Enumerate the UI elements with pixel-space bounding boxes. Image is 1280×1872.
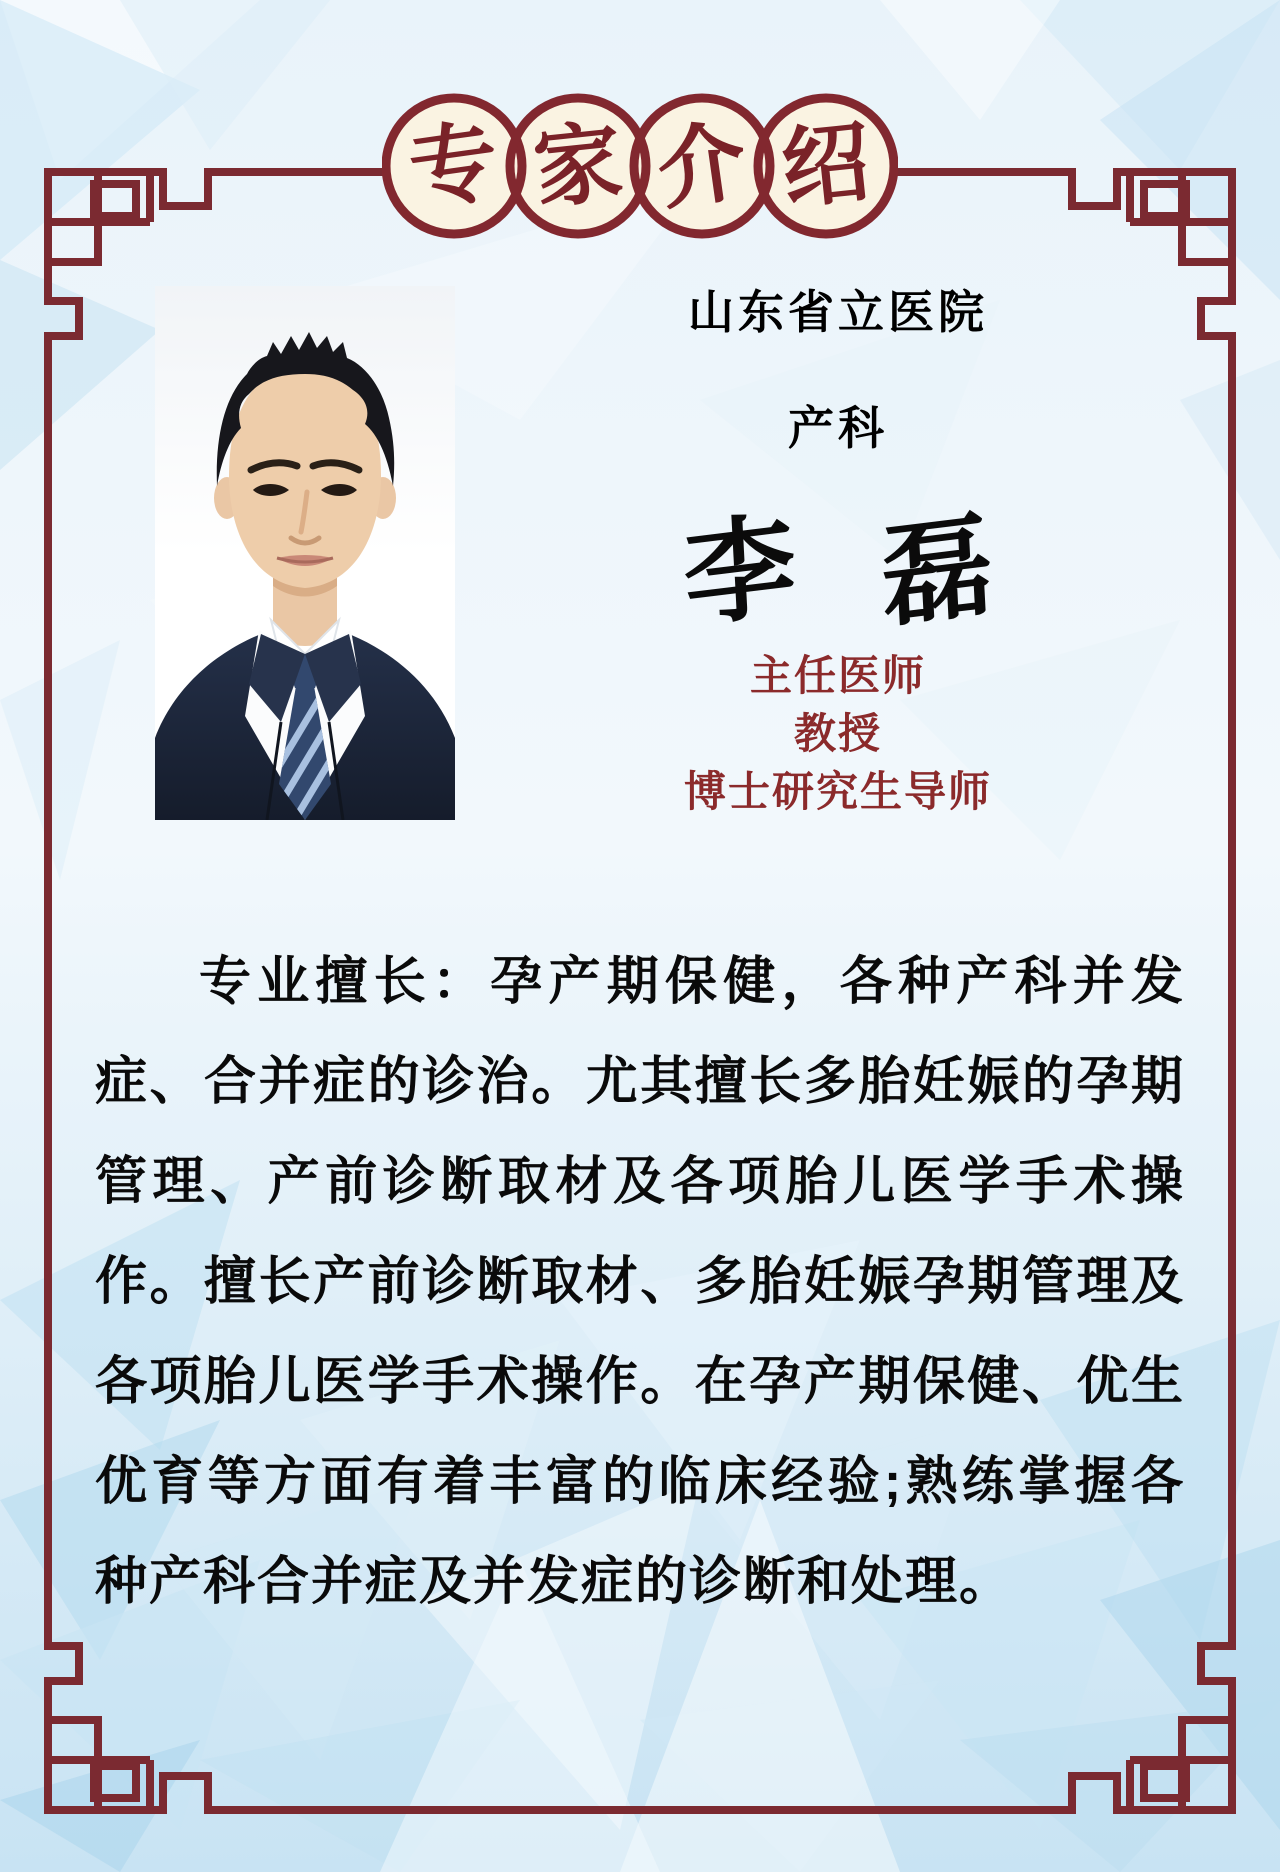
bio-paragraph: 专业擅长：孕产期保健，各种产科并发症、合并症的诊治。尤其擅长多胎妊娠的孕期管理、产前诊断取材及各项胎儿医学手术操作。擅长产前诊断取材、多胎妊娠孕期管理及各项胎儿医学手术操作。在孕产期保健、优生优育等方面有着丰富的临床经验;熟练掌握各种产科合并症及并发症的诊断和处理。 xyxy=(95,953,1185,1611)
badge-char: 介 xyxy=(651,113,753,222)
corner-ornament-bottom-right xyxy=(1130,1720,1232,1810)
title-professor: 教授 xyxy=(793,712,882,758)
corner-ornament-top-right xyxy=(1130,172,1232,262)
expert-name xyxy=(560,504,1116,642)
name-char: 李 xyxy=(680,504,799,642)
department-name: 产科 xyxy=(788,403,888,454)
title-badge xyxy=(382,84,898,248)
frame-bottom-line xyxy=(48,1776,1232,1810)
corner-ornament-top-left xyxy=(48,172,150,262)
name-char: 磊 xyxy=(877,504,996,642)
title-list xyxy=(560,648,1116,822)
title-chief-physician: 主任医师 xyxy=(749,654,926,700)
frame-left-line xyxy=(48,172,79,1810)
hospital-name: 山东省立医院 xyxy=(688,287,988,338)
badge-char: 专 xyxy=(403,113,505,222)
badge-char: 绍 xyxy=(777,114,875,221)
frame-right-line xyxy=(1201,172,1232,1810)
expert-info xyxy=(560,284,1116,822)
title-doctoral-supervisor: 博士研究生导师 xyxy=(683,770,992,816)
badge-char: 家 xyxy=(529,114,627,221)
portrait-photo xyxy=(155,286,455,820)
corner-ornament-bottom-left xyxy=(48,1720,150,1810)
